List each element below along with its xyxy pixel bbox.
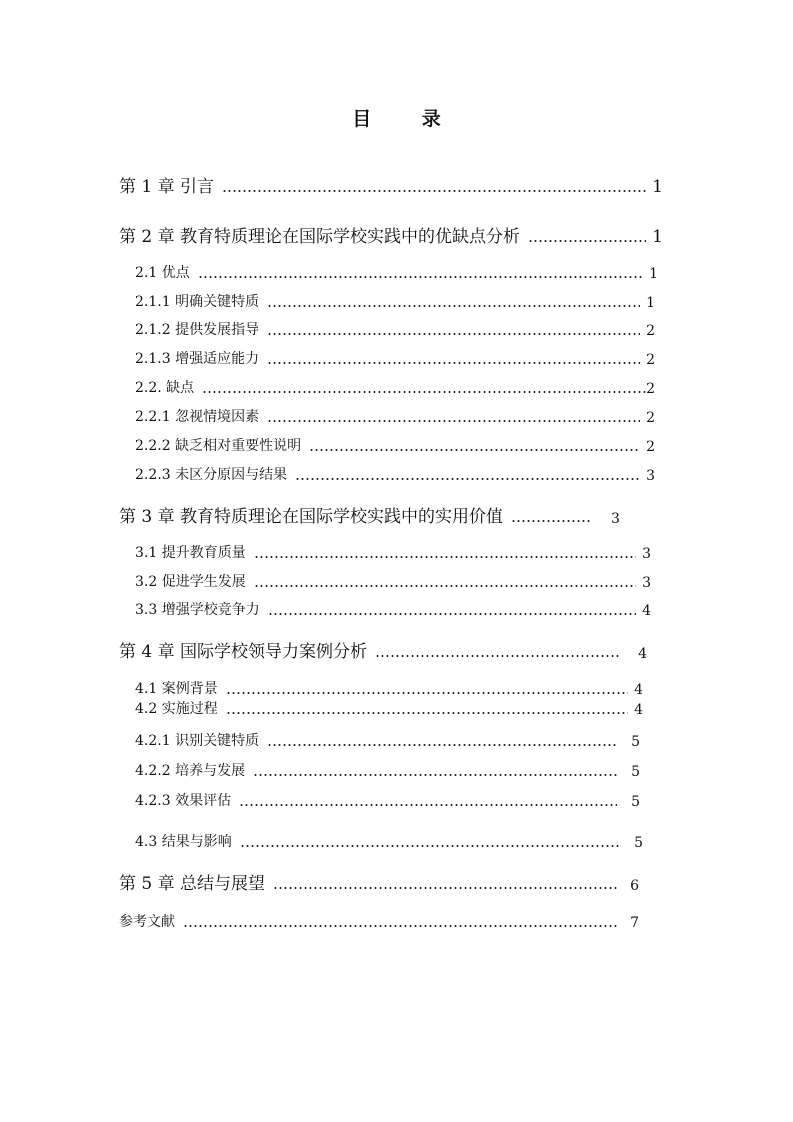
toc-entry-label: 第 1 章 引言 — [119, 177, 215, 197]
toc-entry-2-1-3[interactable] — [135, 348, 655, 368]
toc-entry-label: 2.2. 缺点 — [135, 380, 195, 396]
toc-entry-page: 3 — [646, 468, 655, 484]
toc-entry-label: 第 4 章 国际学校领导力案例分析 — [119, 642, 368, 662]
toc-entry-3-2[interactable] — [135, 571, 651, 591]
toc-entry-chapter-1[interactable] — [119, 172, 663, 197]
toc-entry-page: 3 — [642, 575, 651, 591]
toc-entry-page: 2 — [646, 323, 655, 339]
dot-leader — [198, 276, 643, 278]
toc-entry-label: 4.1 案例背景 — [135, 681, 218, 697]
toc-entry-2-2-2[interactable] — [135, 435, 655, 455]
toc-entry-page: 1 — [652, 177, 663, 197]
toc-entry-label: 参考文献 — [119, 914, 175, 930]
toc-entry-label: 3.1 提升教育质量 — [135, 545, 246, 561]
toc-entry-page: 4 — [638, 646, 647, 662]
toc-entry-page: 1 — [646, 295, 655, 311]
toc-entry-label: 2.1.2 提供发展指导 — [135, 322, 260, 338]
toc-entry-label: 4.2.1 识别关键特质 — [135, 733, 260, 749]
toc-entry-references[interactable] — [119, 911, 639, 931]
dot-leader — [226, 692, 628, 694]
toc-entry-4-2[interactable] — [135, 698, 643, 718]
dot-leader — [254, 556, 636, 558]
toc-entry-4-2-2[interactable] — [135, 760, 640, 780]
toc-entry-page: 7 — [630, 915, 639, 931]
toc-entry-page: 6 — [630, 878, 639, 894]
toc-entry-chapter-3[interactable] — [119, 502, 652, 527]
dot-leader — [253, 774, 617, 776]
toc-entry-4-2-3[interactable] — [135, 790, 640, 810]
toc-entry-label: 2.1.3 增强适应能力 — [135, 351, 260, 367]
dot-leader — [511, 520, 591, 522]
toc-entry-page: 4 — [634, 702, 643, 718]
dot-leader — [202, 391, 646, 393]
dot-leader — [254, 585, 636, 587]
dot-leader — [273, 887, 618, 889]
toc-entry-page: 2 — [646, 381, 655, 397]
toc-entry-chapter-2[interactable] — [119, 222, 663, 247]
dot-leader — [226, 712, 628, 714]
toc-entry-page: 3 — [642, 546, 651, 562]
toc-entry-page: 1 — [649, 266, 658, 282]
toc-entry-page: 5 — [631, 764, 640, 780]
dot-leader — [239, 804, 617, 806]
dot-leader — [183, 925, 618, 927]
toc-entry-label: 4.2.2 培养与发展 — [135, 763, 246, 779]
dot-leader — [240, 845, 620, 847]
toc-entry-page: 4 — [642, 603, 651, 619]
dot-leader — [222, 190, 646, 192]
toc-entry-label: 4.2 实施过程 — [135, 701, 218, 717]
toc-entry-2-2-3[interactable] — [135, 464, 655, 484]
toc-entry-page: 4 — [634, 682, 643, 698]
toc-entry-2-2[interactable] — [135, 377, 655, 397]
toc-entry-page: 5 — [634, 835, 643, 851]
toc-entry-2-1[interactable] — [135, 262, 658, 282]
toc-entry-label: 4.3 结果与影响 — [135, 834, 232, 850]
toc-entry-label: 2.1.1 明确关键特质 — [135, 294, 260, 310]
toc-entry-label: 3.3 增强学校竞争力 — [135, 602, 260, 618]
toc-entry-4-3[interactable] — [135, 831, 643, 851]
toc-entry-2-1-1[interactable] — [135, 291, 655, 311]
dot-leader — [267, 420, 640, 422]
toc-entry-chapter-4[interactable] — [119, 637, 647, 662]
dot-leader — [268, 613, 636, 615]
dot-leader — [267, 744, 617, 746]
toc-entry-3-3[interactable] — [135, 599, 651, 619]
toc-entry-label: 第 5 章 总结与展望 — [119, 874, 266, 894]
toc-entry-4-1[interactable] — [135, 678, 643, 698]
dot-leader — [309, 449, 640, 451]
dot-leader — [295, 478, 640, 480]
toc-title: 目 录 — [352, 108, 463, 130]
toc-entry-page: 5 — [631, 794, 640, 810]
dot-leader — [267, 362, 640, 364]
toc-entry-label: 4.2.3 效果评估 — [135, 793, 232, 809]
toc-entry-2-2-1[interactable] — [135, 406, 655, 426]
toc-entry-label: 2.2.3 未区分原因与结果 — [135, 467, 288, 483]
toc-entry-label: 2.2.1 忽视情境因素 — [135, 409, 260, 425]
toc-entry-label: 2.2.2 缺乏相对重要性说明 — [135, 438, 302, 454]
toc-entry-label: 第 3 章 教育特质理论在国际学校实践中的实用价值 — [119, 507, 504, 527]
toc-entry-chapter-5[interactable] — [119, 869, 639, 894]
toc-entry-page: 1 — [652, 227, 663, 247]
toc-entry-page: 2 — [646, 410, 655, 426]
toc-entry-label: 3.2 促进学生发展 — [135, 574, 246, 590]
dot-leader — [375, 655, 620, 657]
toc-entry-page: 3 — [611, 511, 620, 527]
toc-entry-page: 2 — [646, 352, 655, 368]
toc-entry-page: 5 — [631, 734, 640, 750]
dot-leader — [267, 333, 640, 335]
toc-entry-label: 第 2 章 教育特质理论在国际学校实践中的优缺点分析 — [119, 227, 521, 247]
toc-entry-label: 2.1 优点 — [135, 265, 190, 281]
dot-leader — [267, 305, 640, 307]
toc-entry-page: 2 — [646, 439, 655, 455]
toc-entry-2-1-2[interactable] — [135, 319, 655, 339]
dot-leader — [528, 240, 646, 242]
toc-entry-3-1[interactable] — [135, 542, 651, 562]
toc-entry-4-2-1[interactable] — [135, 730, 640, 750]
